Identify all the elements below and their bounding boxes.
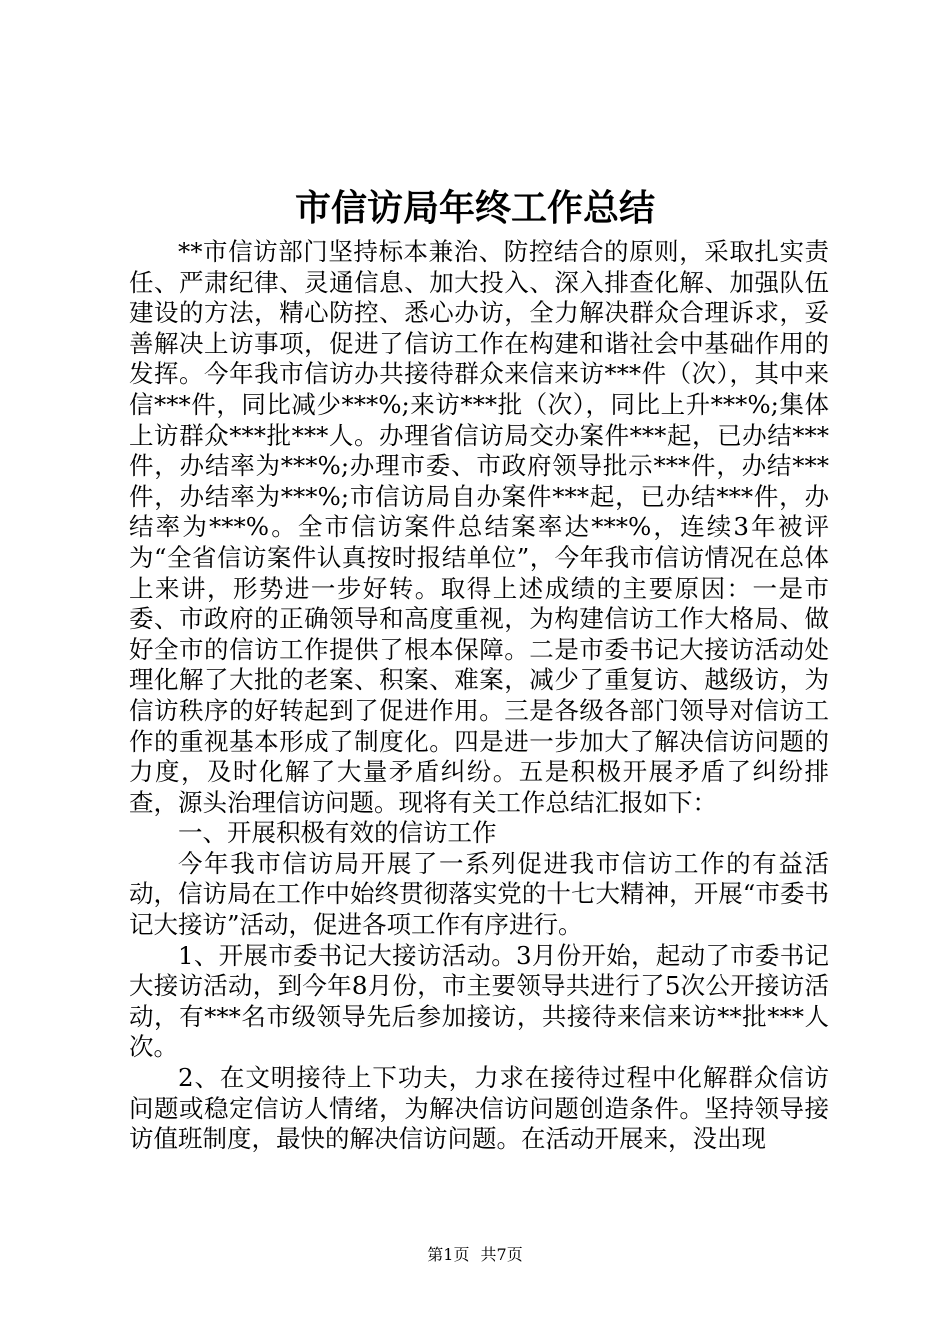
page-footer: [0, 1244, 950, 1266]
document-title: 市信访局年终工作总结: [294, 187, 655, 229]
page-number: 第1页: [427, 1245, 470, 1264]
section-heading-1: 一、开展积极有效的信访工作: [178, 818, 497, 848]
paragraph-item-2: 2、在文明接待上下功夫，力求在接待过程中化解群众信访问题或稳定信访人情绪，为解决信访问题创造条件。坚持领导接访值班制度，最快的解决信访问题。在活动开展来，没出现: [129, 1063, 829, 1154]
paragraph-section-1: 今年我市信访局开展了一系列促进我市信访工作的有益活动，信访局在工作中始终贯彻落实党的十七大精神，开展“市委书记大接访”活动，促进各项工作有序进行。: [129, 848, 829, 940]
paragraph-item-1: 1、开展市委书记大接访活动。3月份开始，起动了市委书记大接访活动，到今年8月份，市主要领导共进行了5次公开接访活动，有***名市级领导先后参加接访，共接待来信来访**批***人次。: [129, 940, 829, 1062]
paragraph-intro: **市信访部门坚持标本兼治、防控结合的原则，采取扎实责任、严肃纪律、灵通信息、加大投入、深入排查化解、加强队伍建设的方法，精心防控、悉心办访，全力解决群众合理诉求，妥善解决上访事项，促进了信访工作在构建和谐社会中基础作用的发挥。今年我市信访办共接待群众来信来访***件（次），其中来信***件，同比减少***%;来访***批（次），同比上升***%;集体上访群众***批***人。办理省信访局交办案件***起，已办结***件，办结率为***%;办理市委、市政府领导批示***件，办结***件，办结率为***%;市信访局自办案件***起，已办结***件，办结率为***%。全市信访案件总结案率达***%，连续3年被评为“全省信访案件认真按时报结单位”，今年我市信访情况在总体上来讲，形势进一步好转。取得上述成绩的主要原因：一是市委、市政府的正确领导和高度重视，为构建信访工作大格局、做好全市的信访工作提供了根本保障。二是市委书记大接访活动处理化解了大批的老案、积案、难案，减少了重复访、越级访，为信访秩序的好转起到了促进作用。三是各级各部门领导对信访工作的重视基本形成了制度化。四是进一步加大了解决信访问题的力度，及时化解了大量矛盾纠纷。五是积极开展矛盾了纠纷排查，源头治理信访问题。现将有关工作总结汇报如下：: [129, 237, 829, 817]
page-total: 共7页: [480, 1245, 523, 1264]
document-body: [129, 237, 829, 1155]
